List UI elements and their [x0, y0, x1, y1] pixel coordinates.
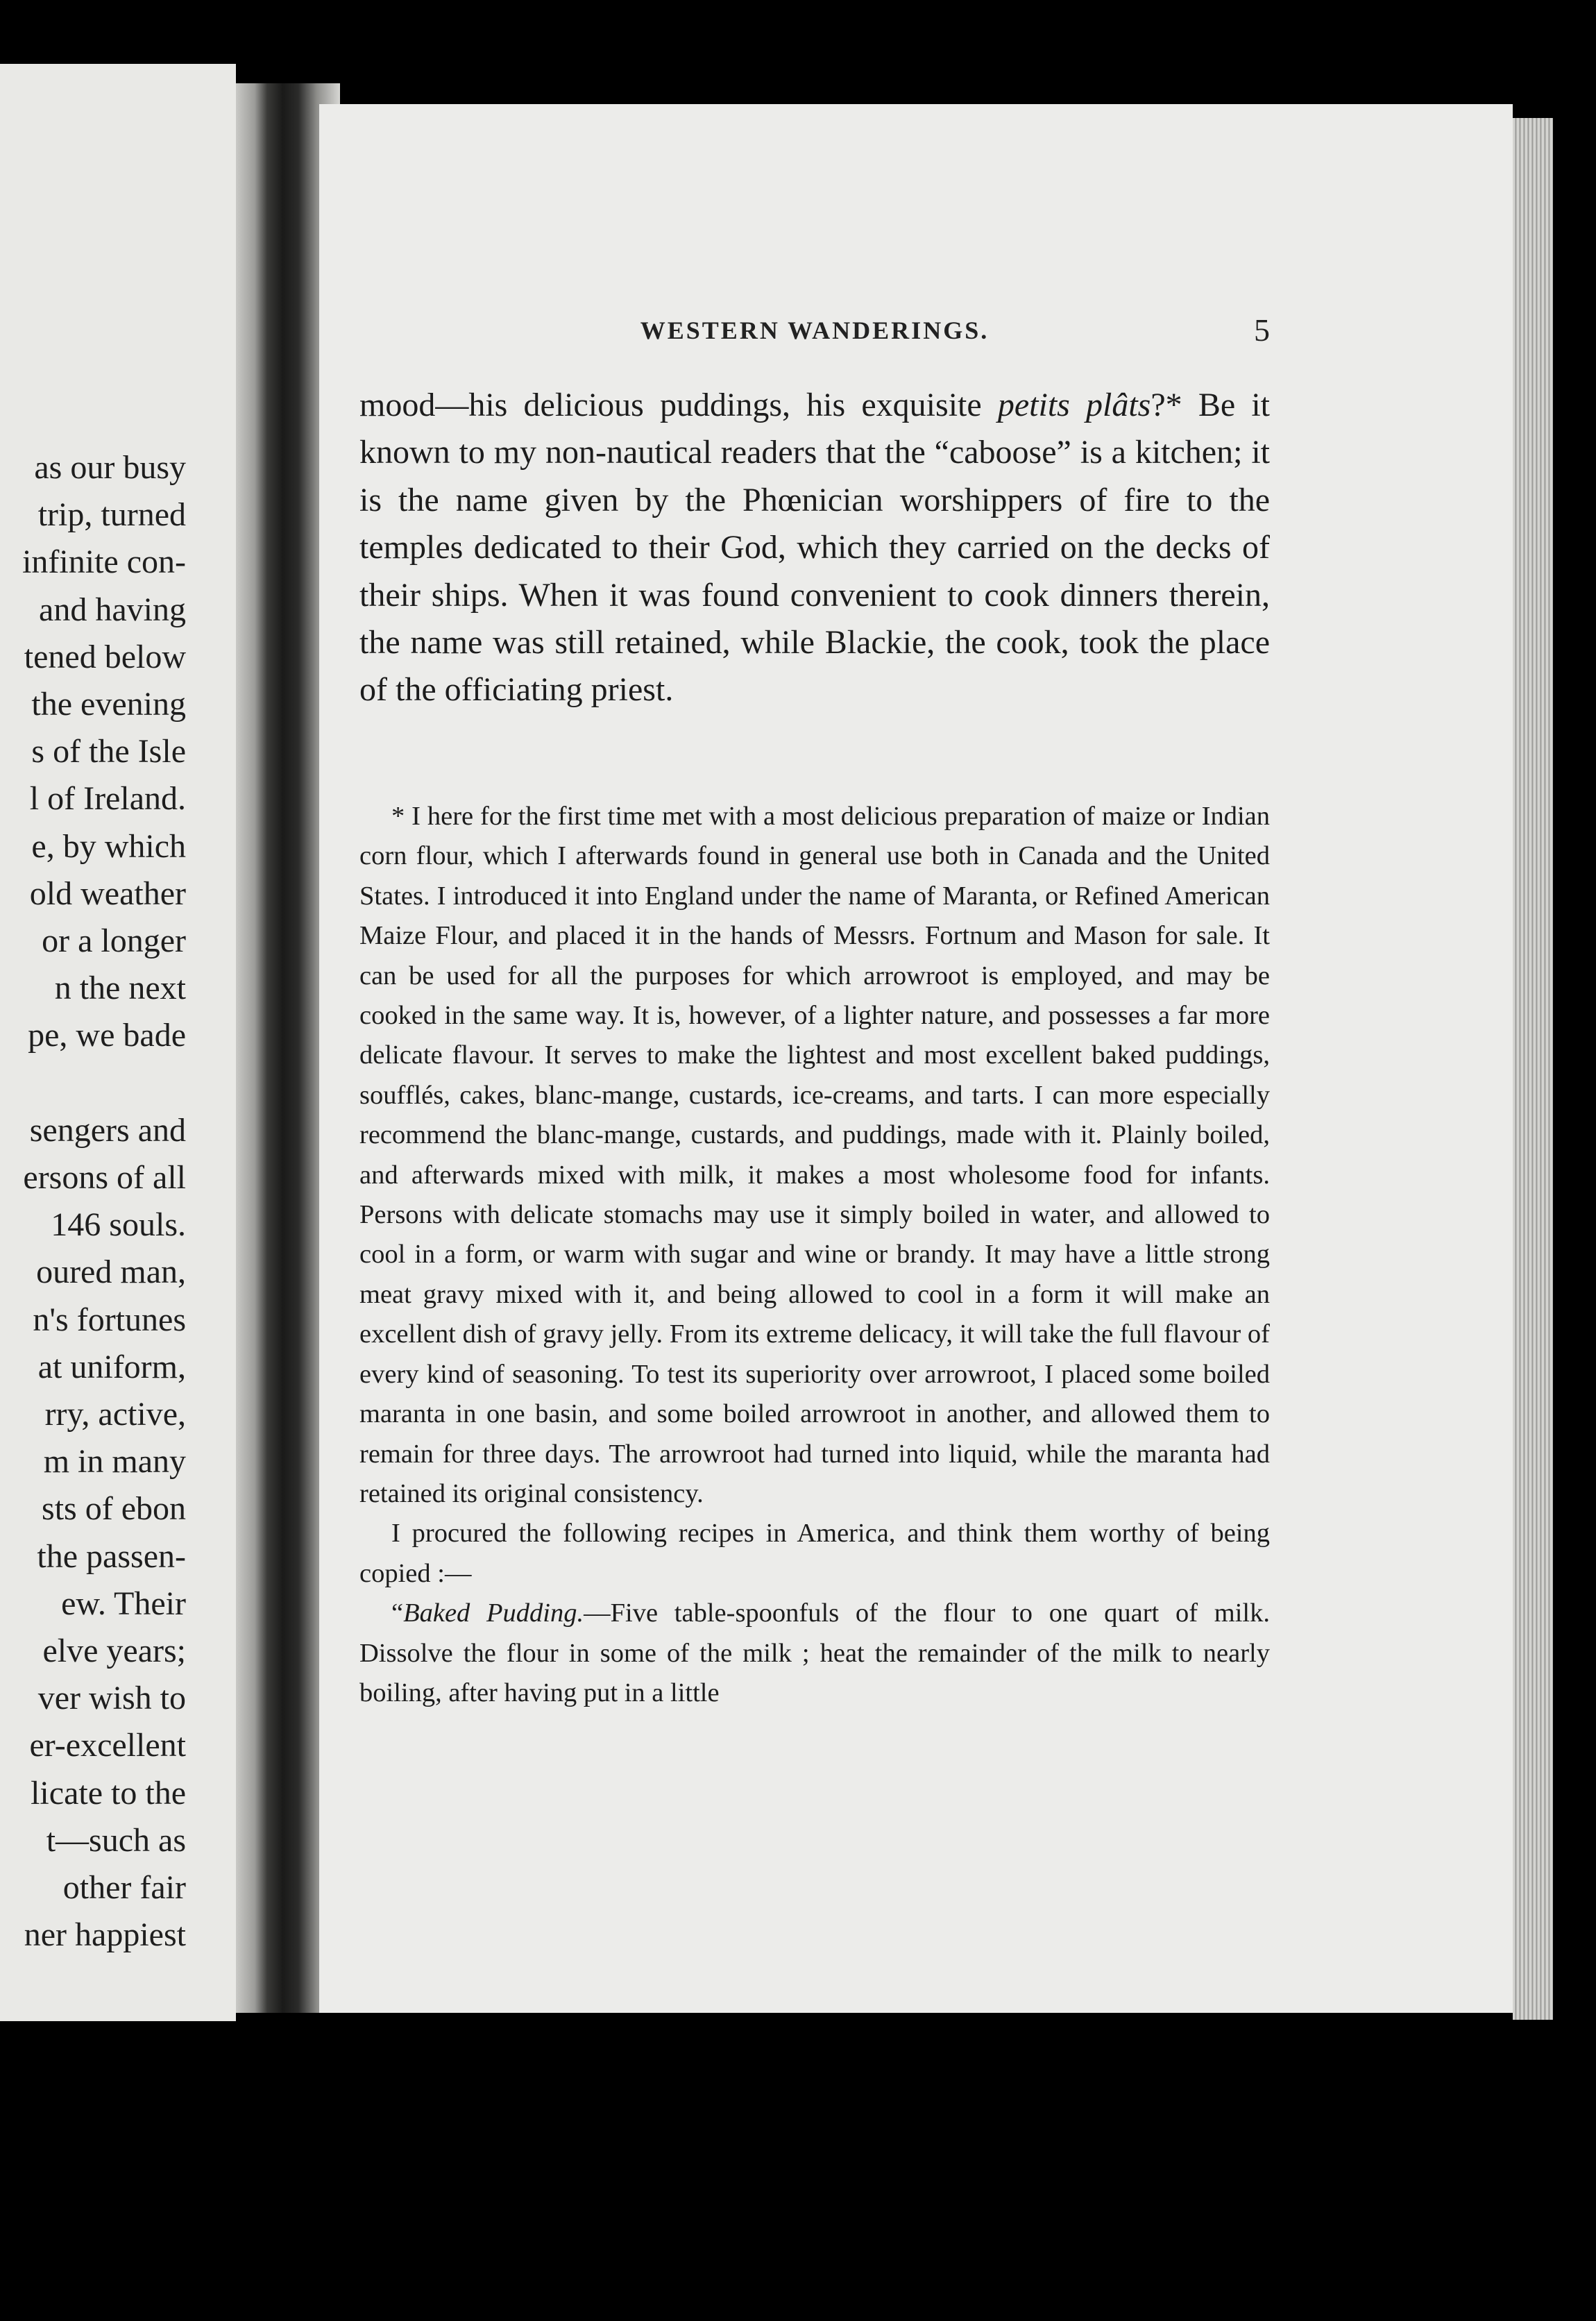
left-page-line: sengers and: [29, 1111, 186, 1149]
left-page-line: ew. Their: [61, 1585, 186, 1622]
main-text: [359, 382, 1270, 714]
left-page-line: trip, turned: [37, 496, 186, 534]
left-page-line: m in many: [43, 1443, 186, 1480]
left-page-line: tened below: [24, 638, 186, 675]
left-page-line: oured man,: [36, 1254, 186, 1291]
recipe-baked-pudding: “Baked Pudding.—Five table-spoonfuls of the flour to one quart of milk. Dissolve the flour in some of the milk ; heat the remainder of the milk to nearly boiling, after having put in a little: [359, 1598, 1270, 1707]
left-page-line: er-excellent: [29, 1727, 186, 1764]
recipe-title: Baked Pudding.: [403, 1598, 584, 1628]
left-page-line: n's fortunes: [33, 1301, 186, 1338]
left-page-line: l of Ireland.: [29, 780, 186, 818]
left-page-line: ersons of all: [23, 1159, 186, 1197]
left-page-line: or a longer: [42, 922, 186, 960]
left-page-line: ver wish to: [37, 1680, 186, 1717]
left-page-line: old weather: [29, 875, 186, 912]
left-page-line: n the next: [54, 970, 186, 1007]
left-page-line: pe, we bade: [28, 1017, 186, 1054]
left-page-line: e, by which: [31, 827, 186, 865]
left-page-line: the evening: [31, 686, 186, 723]
page-number: 5: [1254, 312, 1270, 348]
footnote: [359, 797, 1270, 1713]
footnote-paragraph: * I here for the first time met with a most delicious preparation of maize or Indian corn flour, which I afterwards found in general use both in Canada and the United States. I introduced it into England under the name of Maranta, or Refined American Maize Flour, and placed it in the hands of Messrs. Fortnum and Mason for sale. It can be used for all the purposes for which arrowroot is employed, and may be cooked in the same way. It is, however, of a lighter nature, and possesses a far more delicate flavour. It serves to make the lightest and most excellent baked puddings, soufflés, cakes, blanc-mange, custards, ice-creams, and tarts. I can more especially recommend the blanc-mange, custards, and puddings, made with it. Plainly boiled, and afterwards mixed with milk, it makes a most wholesome food for infants. Persons with delicate stomachs may use it simply boiled in water, and allowed to cool in a form, or warm with sugar and wine or brandy. It may have a little strong meat gravy mixed with it, and being allowed to cool in a form it will make an excellent dish of gravy jelly. From its extreme delicacy, it will take the full flavour of every kind of seasoning. To test its superiority over arrowroot, I placed some boiled maranta in one basin, and some boiled arrowroot in another, and allowed them to remain for three days. The arrowroot had turned into liquid, while the maranta had retained its original consistency.: [359, 802, 1270, 1508]
left-page-line: the passen-: [37, 1537, 186, 1575]
left-page-line: rry, active,: [44, 1396, 186, 1433]
left-page-line: and having: [39, 591, 186, 628]
foreign-term: petits plâts: [997, 387, 1151, 423]
left-page-line: 146 souls.: [51, 1206, 186, 1244]
left-page-line: licate to the: [31, 1774, 186, 1812]
left-page-line: s of the Isle: [31, 733, 186, 770]
page-edges: [1513, 118, 1553, 2020]
running-head: [359, 312, 1270, 355]
left-page-line: at uniform,: [37, 1348, 186, 1385]
left-page-line: t—such as: [46, 1821, 186, 1859]
facing-page-left: [0, 64, 236, 2021]
left-page-line: ner happiest: [24, 1916, 186, 1954]
left-page-line: sts of ebon: [42, 1490, 186, 1528]
left-page-text-fragments: [22, 444, 186, 1959]
main-paragraph: mood—his delicious puddings, his exquisite petits plâts?* Be it known to my non-nautical readers that the “caboose” is a kitchen; it is the name given by the Phœnician worshippers of fire to the temples dedicated to their God, which they carried on the decks of their ships. When it was found convenient to cook dinners therein, the name was still retained, while Blackie, the cook, took the place of the officiating priest.: [359, 387, 1270, 709]
running-title: WESTERN WANDERINGS.: [640, 316, 990, 344]
left-page-line: elve years;: [42, 1632, 186, 1670]
left-page-line: [22, 1060, 186, 1107]
left-page-line: other fair: [62, 1869, 186, 1907]
left-page-line: as our busy: [34, 449, 186, 486]
left-page-line: infinite con-: [22, 543, 186, 581]
recipes-intro: I procured the following recipes in America, and think them worthy of being copied :—: [359, 1519, 1270, 1588]
